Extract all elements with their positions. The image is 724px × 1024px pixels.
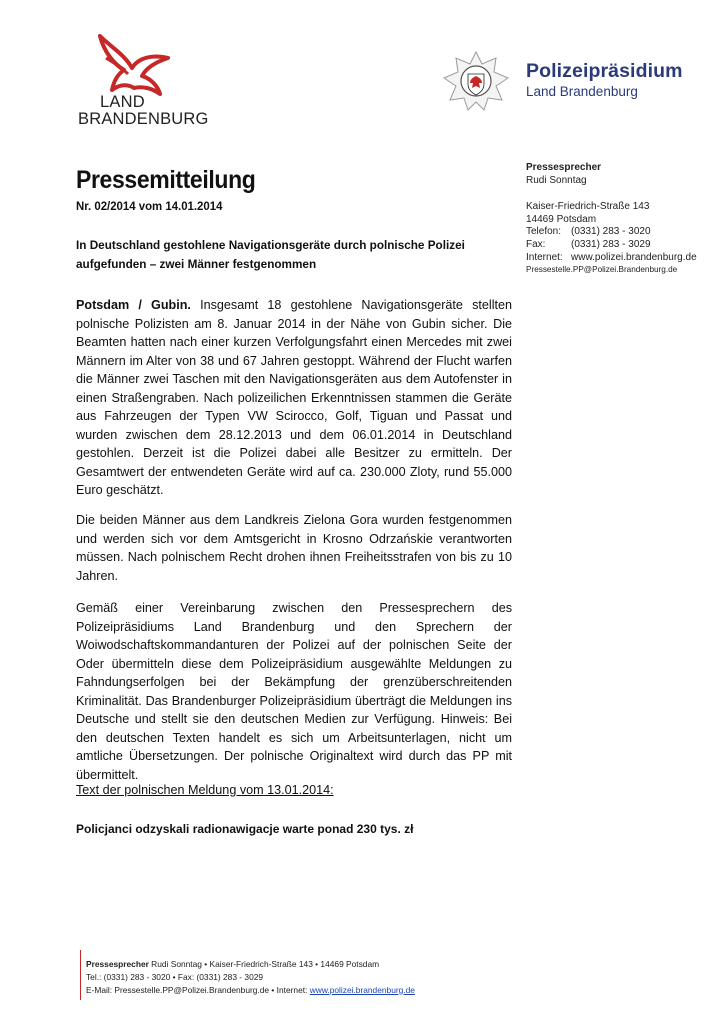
footer-line-2: Tel.: (0331) 283 - 3020 • Fax: (0331) 283 - 3029 xyxy=(86,971,264,982)
contact-internet-row xyxy=(526,252,697,265)
contact-email-link[interactable]: Pressestelle.PP@Polizei.Brandenburg.de xyxy=(526,265,678,275)
footer-divider xyxy=(80,950,81,1000)
paragraph-2: Die beiden Männer aus dem Landkreis Zielona Gora wurden festgenommen und werden sich vor dem Amtsgericht in Krosno Odrzańskie verantworten müssen. Nach polnischem Recht drohen ihnen Freiheitsstrafen von bis zu 10 Jahren. xyxy=(76,513,512,583)
footer-role: Pressesprecher xyxy=(86,959,149,969)
footer-email: E-Mail: Pressestelle.PP@Polizei.Brandenburg.de • Internet: xyxy=(86,984,310,995)
footer-url-link[interactable]: www.polizei.brandenburg.de xyxy=(309,984,415,995)
footer-line-1 xyxy=(86,958,415,971)
press-contact-block xyxy=(526,162,697,277)
police-star-badge-icon xyxy=(442,50,510,112)
page-title: Pressemitteilung xyxy=(76,166,256,194)
footer-line-3 xyxy=(86,984,415,997)
footer-contact xyxy=(86,958,415,996)
footer-address: Rudi Sonntag • Kaiser-Friedrich-Straße 143 • 14469 Potsdam xyxy=(148,959,380,969)
internet-link[interactable]: www.polizei.brandenburg.de xyxy=(571,251,697,263)
polish-report-link[interactable]: Text der polnischen Meldung vom 13.01.2014: xyxy=(76,783,334,797)
land-brandenburg-wordmark xyxy=(78,94,209,128)
fax-label: Fax: xyxy=(526,238,546,250)
phone-value: (0331) 283 - 3020 xyxy=(571,226,651,238)
internet-label: Internet: xyxy=(526,251,563,263)
press-release-headline: In Deutschland gestohlene Navigationsgeräte durch polnische Polizei aufgefunden – zwei Männer festgenommen xyxy=(76,238,465,271)
land-logo-line2: BRANDENBURG xyxy=(78,110,209,128)
police-presidium-title: Polizeipräsidium xyxy=(526,60,683,82)
paragraph-1 xyxy=(76,296,512,500)
land-logo-line1: LAND xyxy=(100,93,145,111)
paragraph-1-dateline: Potsdam / Gubin. xyxy=(76,298,191,312)
contact-phone-row xyxy=(526,226,697,239)
police-presidium-subtitle: Land Brandenburg xyxy=(526,84,638,99)
contact-street: Kaiser-Friedrich-Straße 143 xyxy=(526,201,650,213)
fax-value: (0331) 283 - 3029 xyxy=(571,238,651,250)
phone-label: Telefon: xyxy=(526,226,562,238)
contact-name: Rudi Sonntag xyxy=(526,174,587,186)
polish-report-title: Policjanci odzyskali radionawigacje warte ponad 230 tys. zł xyxy=(76,822,414,836)
contact-role: Pressesprecher xyxy=(526,162,602,173)
press-release-number: Nr. 02/2014 vom 14.01.2014 xyxy=(76,199,223,213)
contact-city: 14469 Potsdam xyxy=(526,213,597,225)
paragraph-3: Gemäß einer Vereinbarung zwischen den Pressesprechern des Polizeipräsidiums Land Brandenburg und den Sprechern der Woiwodschaftskommandanturen der Polizei auf der polnischen Seite der Oder übermitteln diese dem Polizeipräsidium ausgewählte Meldungen zu Fahndungserfolgen bei der Bekämpfung der grenzüberschreitenden Kriminalität. Das Brandenburger Polizeipräsidium überträgt die Meldungen ins Deutsche und stellt sie den deutschen Medien zur Verfügung. Hinweis: Bei den deutschen Texten handelt es sich um Arbeitsunterlagen, nicht um amtliche Übersetzungen. Der polnische Originaltext wird durch das PP mit übermittelt. xyxy=(76,601,512,782)
paragraph-1-text: Insgesamt 18 gestohlene Navigationsgeräte stellten polnische Polizisten am 8. Januar 2014 in der Nähe von Gubin sicher. Die Beamten hatten nach einer kurzen Verfolgungsfahrt einen Mercedes mit zwei Männern im Alter von 38 und 67 Jahren gestoppt. Während der Flucht warfen die Männer zwei Taschen mit den Navigationsgeräten aus dem Autofenster in einen Straßengraben. Nach polizeilichen Erkenntnissen stammen die Geräte aus Fahrzeugen der Typen VW Scirocco, Golf, Tiguan und Passat und wurden zwischen dem 28.12.2013 und dem 06.01.2014 in Deutschland gestohlen. Derzeit ist die Polizei dabei alle Besitzer zu ermitteln. Der Gesamtwert der entwendeten Geräte wird auf ca. 230.000 Zloty, rund 55.000 Euro geschätzt. xyxy=(76,298,513,497)
contact-fax-row xyxy=(526,239,697,252)
